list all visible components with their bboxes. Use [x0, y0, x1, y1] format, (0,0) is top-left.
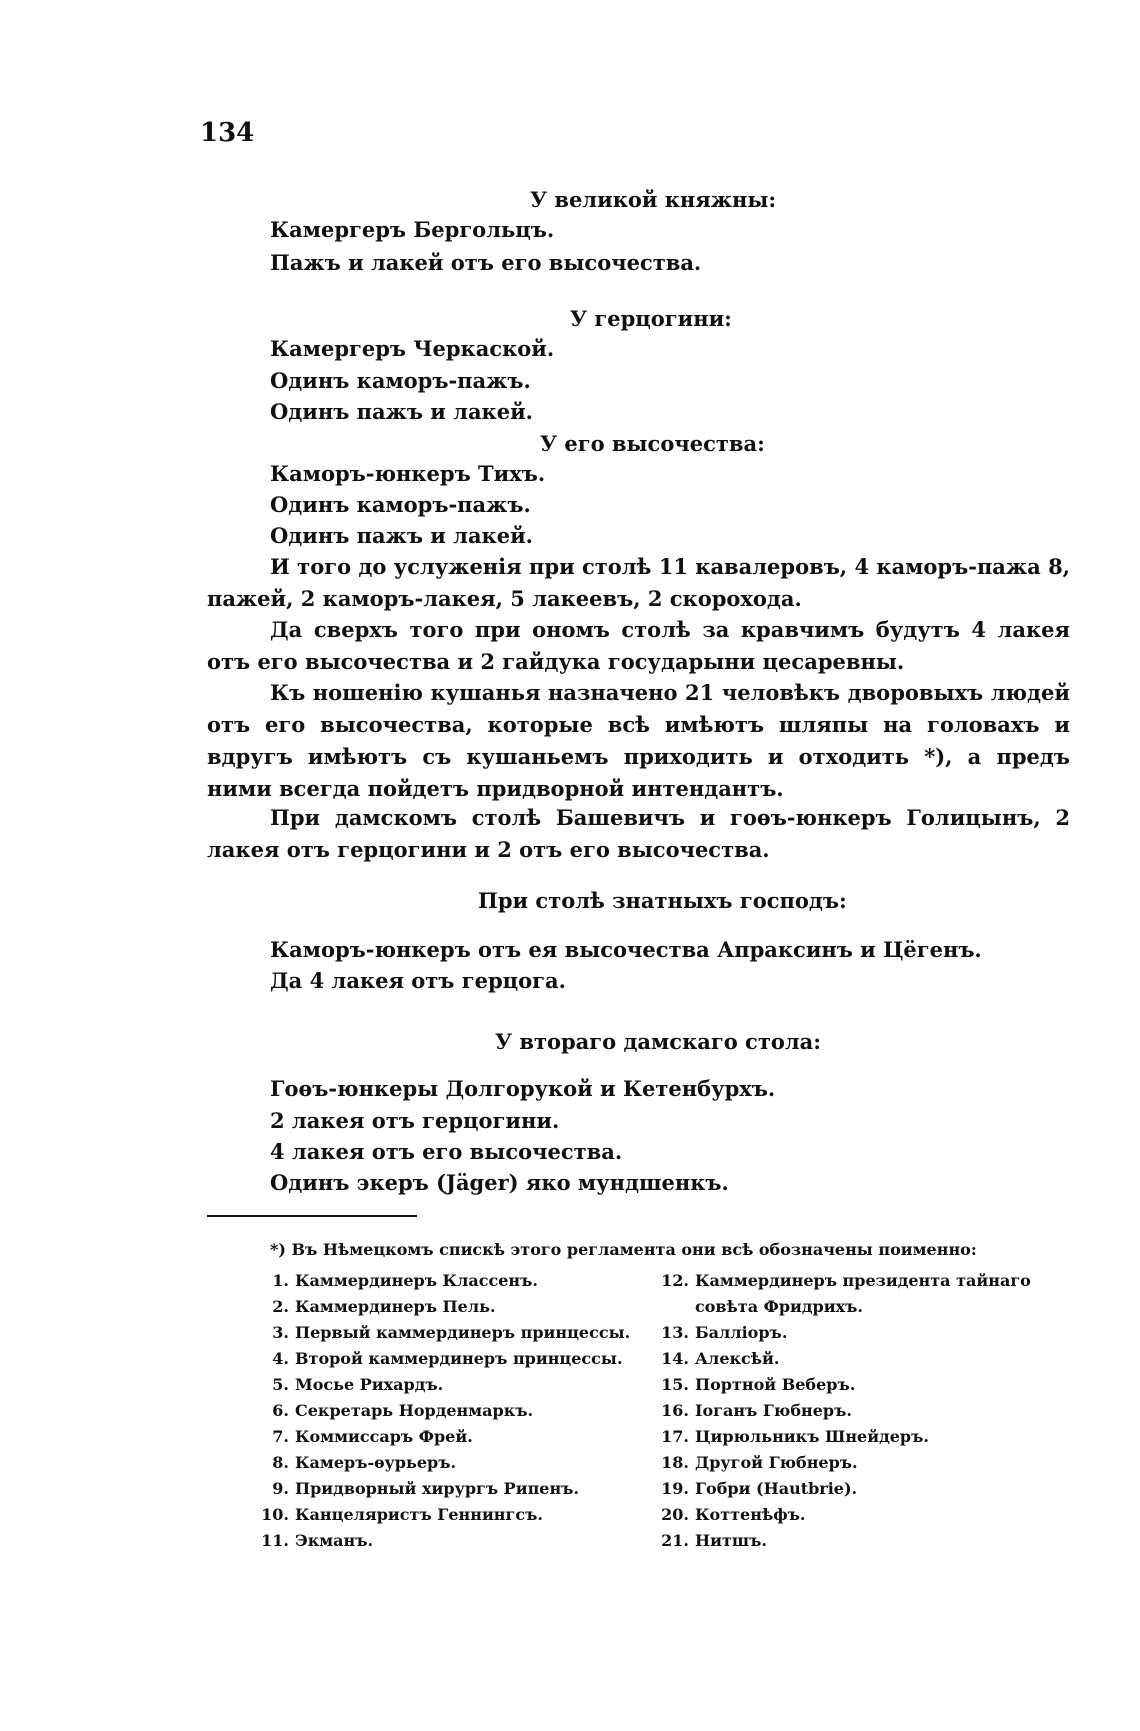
- footnote-item: [255, 1268, 640, 1294]
- footnote-number: 15.: [661, 1375, 689, 1394]
- footnote-item: [255, 1398, 640, 1424]
- footnote-text: Камеръ-ѳурьеръ.: [295, 1453, 457, 1472]
- footnote-number: 10.: [261, 1505, 289, 1524]
- paragraph: И того до услуженія при столѣ 11 кавалеровъ, 4 каморъ-пажа 8, пажей, 2 каморъ-лакея, 5 лакеевъ, 2 скорохода.: [207, 554, 1070, 611]
- footnote-item: [655, 1346, 1075, 1372]
- footnote-item: [655, 1424, 1075, 1450]
- footnote-intro: *) Въ Нѣмецкомъ спискѣ этого регламента они всѣ обозначены поименно:: [270, 1240, 977, 1259]
- footnote-item: [255, 1528, 640, 1554]
- footnote-number: 9.: [272, 1479, 289, 1498]
- footnote-item: [655, 1320, 1075, 1346]
- footnote-item: [655, 1476, 1075, 1502]
- text-line: Одинъ каморъ-пажъ.: [270, 368, 531, 393]
- footnote-text: Секретарь Норденмаркъ.: [295, 1401, 534, 1420]
- paragraph: Къ ношенію кушанья назначено 21 человѣкъ дворовыхъ людей отъ его высочества, которые всѣ имѣютъ шляпы на головахъ и вдругъ имѣютъ съ кушаньемъ приходить и отходить *), а предъ ними всегда пойдетъ придворной интендантъ.: [207, 680, 1070, 801]
- footnote-separator: [207, 1215, 417, 1217]
- text-line: Каморъ-юнкеръ Тихъ.: [270, 461, 546, 486]
- page-number: 134: [200, 118, 255, 148]
- section-heading-highness: У его высочества:: [540, 431, 765, 456]
- footnote-number: 6.: [272, 1401, 289, 1420]
- footnote-item: [255, 1372, 640, 1398]
- text-line: Пажъ и лакей отъ его высочества.: [270, 250, 702, 275]
- footnote-number: 16.: [661, 1401, 689, 1420]
- text-line: Одинъ каморъ-пажъ.: [270, 492, 531, 517]
- paragraph: Да сверхъ того при ономъ столѣ за кравчимъ будутъ 4 лакея отъ его высочества и 2 гайдука государыни цесаревны.: [207, 617, 1070, 674]
- footnote-text: Портной Веберъ.: [695, 1375, 856, 1394]
- text-line: Да 4 лакея отъ герцога.: [270, 968, 566, 993]
- footnote-text: Экманъ.: [295, 1531, 374, 1550]
- footnote-number: 20.: [661, 1505, 689, 1524]
- section-heading-second-ladies-table: У втораго дамскаго стола:: [495, 1029, 822, 1054]
- footnote-item: [255, 1346, 640, 1372]
- footnote-text: Коммиссаръ Фрей.: [295, 1427, 473, 1446]
- footnote-text: Канцеляристъ Геннингсъ.: [295, 1505, 543, 1524]
- footnote-text: Алексѣй.: [695, 1349, 780, 1368]
- footnote-number: 1.: [272, 1271, 289, 1290]
- section-heading-duchess: У герцогини:: [570, 306, 732, 331]
- footnote-text: Коттенѣфъ.: [695, 1505, 806, 1524]
- footnote-number: 21.: [661, 1531, 689, 1550]
- footnote-number: 4.: [272, 1349, 289, 1368]
- footnote-text: Гобри (Hautbrie).: [695, 1479, 858, 1498]
- section-heading-grand-duchess: У великой княжны:: [530, 187, 777, 212]
- footnote-text: Второй каммердинеръ принцессы.: [295, 1349, 623, 1368]
- text-line: Камергеръ Бергольцъ.: [270, 217, 555, 242]
- footnote-item: [255, 1502, 640, 1528]
- footnote-number: 17.: [661, 1427, 689, 1446]
- footnote-item: [655, 1450, 1075, 1476]
- footnote-number: 8.: [272, 1453, 289, 1472]
- footnote-text: Мосье Рихардъ.: [295, 1375, 444, 1394]
- text-line: 2 лакея отъ герцогини.: [270, 1108, 560, 1133]
- footnote-text: Цирюльникъ Шнейдеръ.: [695, 1427, 929, 1446]
- footnote-item: [655, 1372, 1075, 1398]
- footnote-item: [255, 1320, 640, 1346]
- footnote-number: 18.: [661, 1453, 689, 1472]
- footnote-text: Придворный хирургъ Рипенъ.: [295, 1479, 580, 1498]
- footnote-item: [655, 1268, 1075, 1320]
- footnote-text: Другой Гюбнеръ.: [695, 1453, 858, 1472]
- footnote-number: 5.: [272, 1375, 289, 1394]
- footnote-text: Каммердинеръ Пель.: [295, 1297, 496, 1316]
- footnote-item: [255, 1476, 640, 1502]
- footnote-number: 7.: [272, 1427, 289, 1446]
- footnote-item: [255, 1424, 640, 1450]
- footnote-number: 19.: [661, 1479, 689, 1498]
- footnote-text: Іоганъ Гюбнеръ.: [695, 1401, 852, 1420]
- text-line: Камергеръ Черкаской.: [270, 336, 555, 361]
- footnote-number: 3.: [272, 1323, 289, 1342]
- footnote-item: [655, 1502, 1075, 1528]
- footnote-text: Нитшъ.: [695, 1531, 767, 1550]
- footnote-list-right: [655, 1268, 1075, 1554]
- footnote-number: 14.: [661, 1349, 689, 1368]
- text-line: 4 лакея отъ его высочества.: [270, 1139, 623, 1164]
- text-line: Каморъ-юнкеръ отъ ея высочества Апраксинъ и Цёгенъ.: [270, 937, 982, 962]
- text-line: Одинъ пажъ и лакей.: [270, 523, 533, 548]
- footnote-text: Каммердинеръ Классенъ.: [295, 1271, 538, 1290]
- footnote-number: 13.: [661, 1323, 689, 1342]
- footnote-item: [255, 1450, 640, 1476]
- footnote-text: Каммердинеръ президента тайнаго совѣта Фридрихъ.: [695, 1271, 1031, 1316]
- text-line: Гоѳъ-юнкеры Долгорукой и Кетенбурхъ.: [270, 1076, 776, 1101]
- text-line: Одинъ экеръ (Jäger) яко мундшенкъ.: [270, 1170, 729, 1195]
- footnote-text: Первый каммердинеръ принцессы.: [295, 1323, 631, 1342]
- footnote-item: [655, 1398, 1075, 1424]
- footnote-list-left: [255, 1268, 640, 1554]
- footnote-text: Балліоръ.: [695, 1323, 788, 1342]
- text-line: Одинъ пажъ и лакей.: [270, 399, 533, 424]
- footnote-number: 2.: [272, 1297, 289, 1316]
- section-heading-nobles-table: При столѣ знатныхъ господъ:: [478, 888, 847, 913]
- paragraph: При дамскомъ столѣ Башевичъ и гоѳъ-юнкеръ Голицынъ, 2 лакея отъ герцогини и 2 отъ его высочества.: [207, 805, 1070, 862]
- footnote-item: [255, 1294, 640, 1320]
- footnote-item: [655, 1528, 1075, 1554]
- footnote-number: 11.: [261, 1531, 289, 1550]
- footnote-number: 12.: [661, 1271, 689, 1290]
